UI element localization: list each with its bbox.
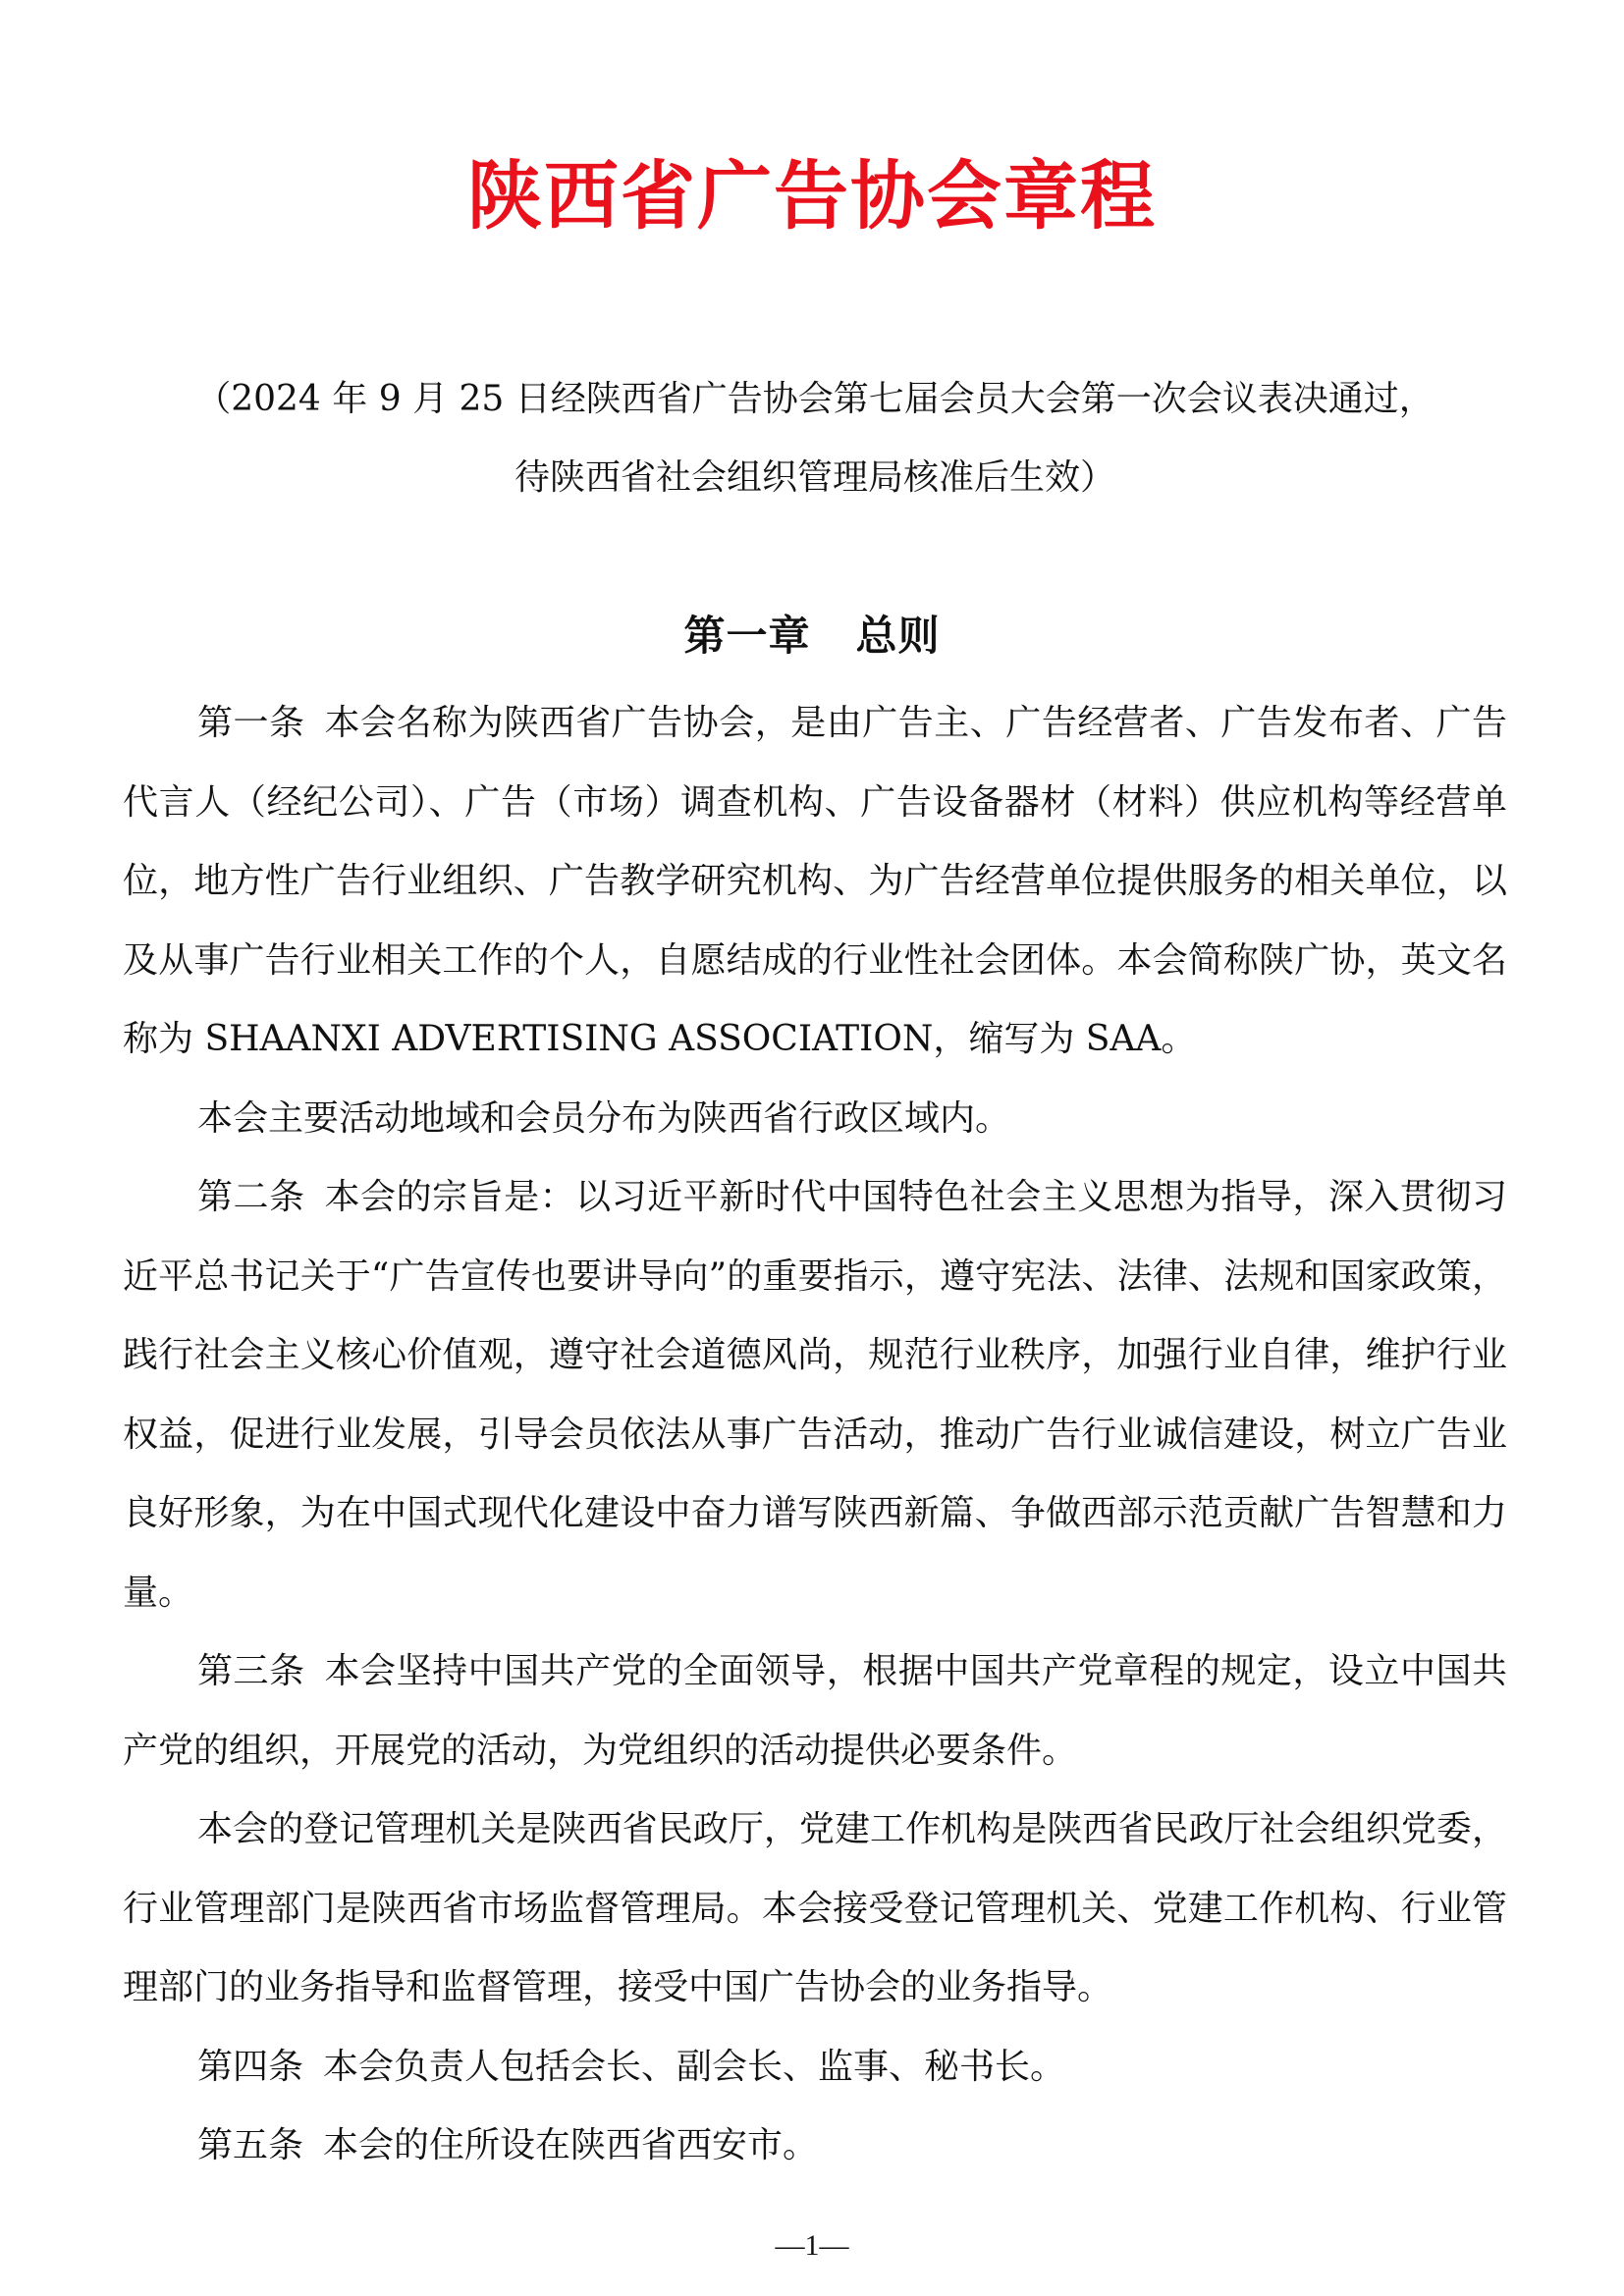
chapter-heading xyxy=(0,607,1624,666)
article-4-paragraph xyxy=(123,2028,1507,2108)
page-number: —1— xyxy=(775,2229,849,2262)
adoption-note-line-2: 待陕西省社会组织管理局核准后生效） xyxy=(514,457,1115,498)
document-body xyxy=(123,684,1507,2186)
chapter-name: 总则 xyxy=(855,612,941,660)
article-2-paragraph xyxy=(123,1158,1507,1632)
article-text: 本会的宗旨是：以习近平新时代中国特色社会主义思想为指导，深入贯彻习近平总书记关于“广告宣传也要讲导向”的重要指示，遵守宪法、法律、法规和国家政策，践行社会主义核心价值观，遵守社会道德风尚，规范行业秩序，加强行业自律，维护行业权益，促进行业发展，引导会员依法从事广告活动，推动广告行业诚信建设，树立广告业良好形象，为在中国式现代化建设中奋力谱写陕西新篇、争做西部示范贡献广告智慧和力量。 xyxy=(123,1177,1507,1613)
article-number: 第四条 xyxy=(197,2046,304,2087)
article-5-paragraph xyxy=(123,2107,1507,2186)
article-number: 第二条 xyxy=(197,1177,305,1217)
paragraph-text: 本会的登记管理机关是陕西省民政厅，党建工作机构是陕西省民政厅社会组织党委，行业管理部门是陕西省市场监督管理局。本会接受登记管理机关、党建工作机构、行业管理部门的业务指导和监督管理，接受中国广告协会的业务指导。 xyxy=(123,1809,1507,2007)
adoption-note-line-1: （2024 年 9 月 25 日经陕西省广告协会第七届会员大会第一次会议表决通过， xyxy=(195,379,1435,419)
article-text: 本会负责人包括会长、副会长、监事、秘书长。 xyxy=(323,2046,1066,2087)
chapter-number: 第一章 xyxy=(683,612,811,660)
article-3-management-paragraph xyxy=(123,1790,1507,2028)
article-text: 本会名称为陕西省广告协会，是由广告主、广告经营者、广告发布者、广告代言人（经纪公司）、广告（市场）调查机构、广告设备器材（材料）供应机构等经营单位，地方性广告行业组织、广告教学研究机构、为广告经营单位提供服务的相关单位，以及从事广告行业相关工作的个人，自愿结成的行业性社会团体。本会简称陕广协，英文名称为 SHAANXI ADVERTISING ASSOCIATION，缩写为 SAA。 xyxy=(123,703,1507,1059)
article-text: 本会的住所设在陕西省西安市。 xyxy=(323,2125,819,2165)
article-number: 第一条 xyxy=(197,703,305,743)
article-number: 第三条 xyxy=(197,1651,305,1691)
article-1-scope-paragraph xyxy=(123,1080,1507,1159)
article-number: 第五条 xyxy=(197,2125,304,2165)
article-1-paragraph xyxy=(123,684,1507,1080)
article-text: 本会坚持中国共产党的全面领导，根据中国共产党章程的规定，设立中国共产党的组织，开展党的活动，为党组织的活动提供必要条件。 xyxy=(123,1651,1507,1771)
paragraph-text: 本会主要活动地域和会员分布为陕西省行政区域内。 xyxy=(197,1097,1011,1139)
article-3-paragraph xyxy=(123,1632,1507,1790)
document-title: 陕西省广告协会章程 xyxy=(467,152,1157,240)
